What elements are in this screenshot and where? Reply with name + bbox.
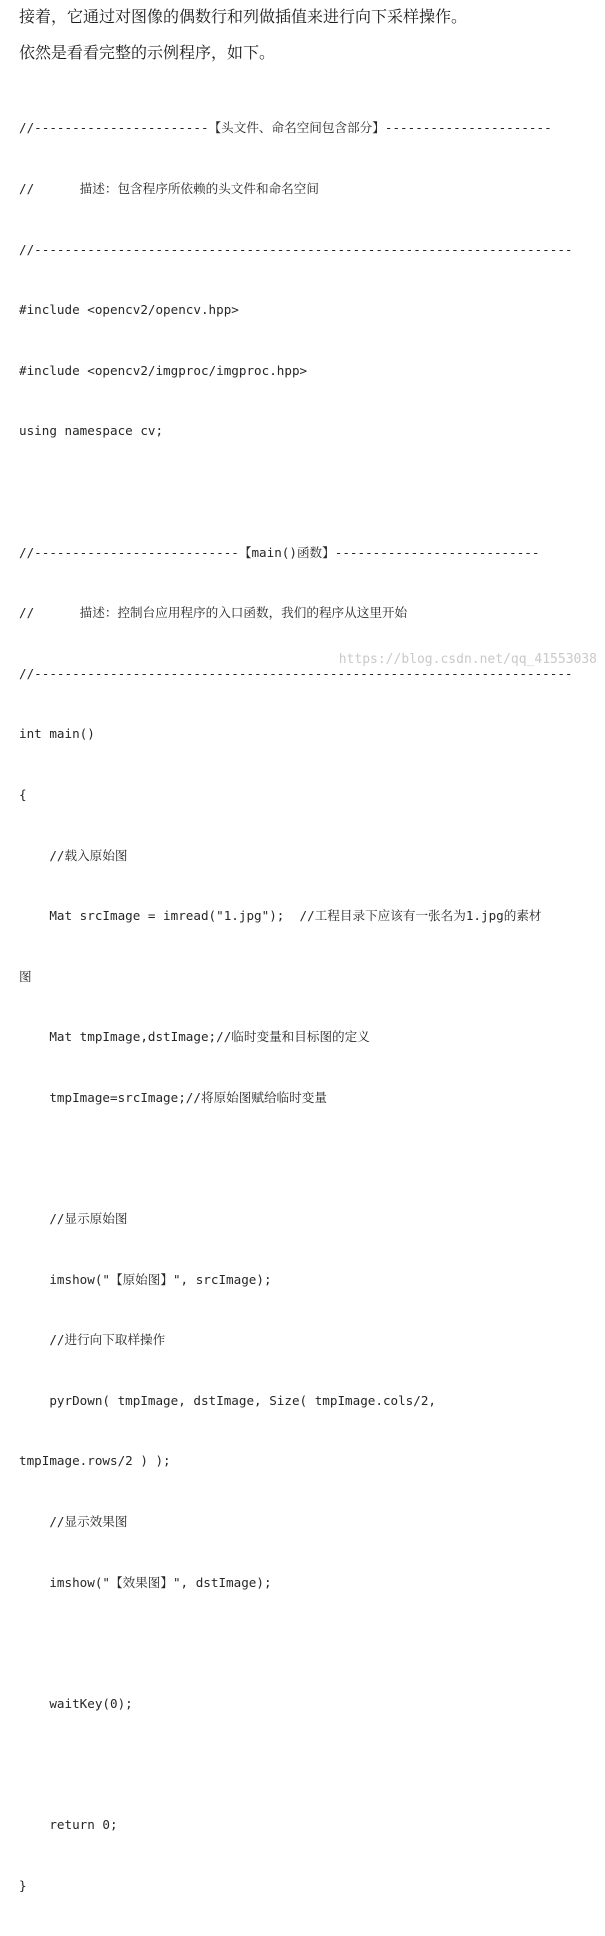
code-line: pyrDown( tmpImage, dstImage, Size( tmpImage.cols/2, <box>19 1392 437 1408</box>
code-line: //显示原始图 <box>19 1211 128 1227</box>
code-line: #include <opencv2/imgproc/imgproc.hpp> <box>19 362 308 378</box>
code-line: //----------------------------------------------------------------------- <box>19 665 573 681</box>
code-line <box>19 1754 605 1774</box>
code-line: //进行向下取样操作 <box>19 1332 166 1348</box>
intro-paragraph-2: 依然是看看完整的示例程序，如下。 <box>19 43 276 62</box>
code-line: //显示效果图 <box>19 1514 128 1530</box>
code-line <box>19 1633 605 1653</box>
code-line: //-----------------------【头文件、命名空间包含部分】---------------------- <box>19 120 552 136</box>
code-line <box>19 482 605 502</box>
code-line: waitKey(0); <box>19 1695 133 1711</box>
code-line: //---------------------------【main()函数】--------------------------- <box>19 544 540 560</box>
code-line: tmpImage.rows/2 ) ); <box>19 1453 171 1469</box>
code-line: // 描述：控制台应用程序的入口函数，我们的程序从这里开始 <box>19 605 408 621</box>
code-line: return 0; <box>19 1817 118 1833</box>
code-line: { <box>19 786 27 802</box>
code-line: 图 <box>19 968 32 984</box>
code-line: tmpImage=srcImage;//将原始图赋给临时变量 <box>19 1089 327 1105</box>
code-line: // 描述：包含程序所依赖的头文件和命名空间 <box>19 181 319 196</box>
code-block <box>19 78 605 1936</box>
code-line: //----------------------------------------------------------------------- <box>19 241 573 257</box>
code-line: Mat tmpImage,dstImage;//临时变量和目标图的定义 <box>19 1029 370 1045</box>
code-line: imshow("【效果图】", dstImage); <box>19 1574 272 1590</box>
code-line: using namespace cv; <box>19 423 164 439</box>
code-line: imshow("【原始图】", srcImage); <box>19 1271 272 1287</box>
code-line <box>19 1149 605 1169</box>
code-line: //载入原始图 <box>19 847 128 863</box>
code-line: int main() <box>19 726 95 742</box>
intro-paragraph-1: 接着，它通过对图像的偶数行和列做插值来进行向下采样操作。 <box>19 7 468 26</box>
watermark-url: https://blog.csdn.net/qq_41553038 <box>338 652 597 667</box>
code-line: } <box>19 1877 27 1893</box>
code-line: Mat srcImage = imread("1.jpg"); //工程目录下应该有一张名为1.jpg的素材 <box>19 908 542 924</box>
code-line: #include <opencv2/opencv.hpp> <box>19 302 239 318</box>
